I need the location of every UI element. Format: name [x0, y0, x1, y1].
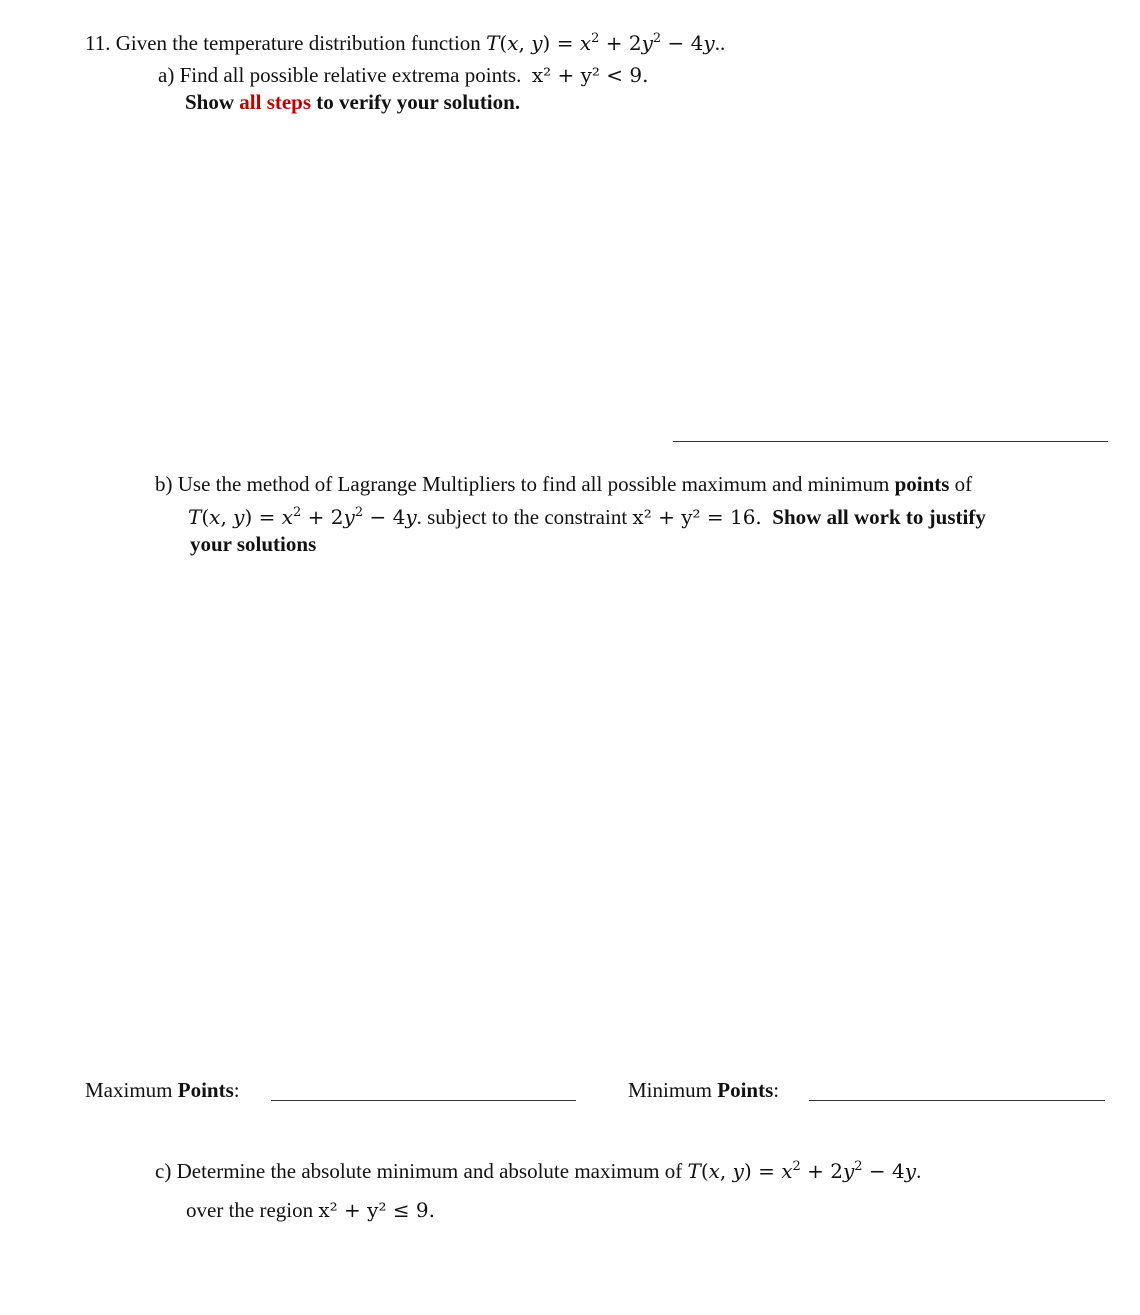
part-a-text: Find all possible relative extrema points. — [179, 63, 522, 87]
max-points-label — [85, 1078, 240, 1103]
part-c-period: . — [916, 1159, 922, 1183]
part-b-label: b) — [155, 472, 173, 496]
part-b-mid: . subject to the constraint — [416, 505, 628, 529]
part-a-line2 — [185, 90, 520, 115]
part-b-solutions: your solutions — [190, 532, 317, 556]
part-c-function: T(x, $y) = x^2 + 2y^2 - 4y$ — [687, 1159, 917, 1183]
part-b-points: points — [894, 472, 950, 496]
part-a-region: x² + y² < 9. — [531, 63, 649, 87]
part-a-answer-line[interactable] — [673, 441, 1108, 442]
part-b-line1 — [155, 472, 972, 497]
part-a-label: a) — [158, 63, 175, 87]
min-points-bold: Points — [717, 1078, 774, 1102]
part-c-region-text: over the region — [186, 1198, 314, 1222]
problem-header — [85, 31, 725, 56]
max-colon: : — [233, 1078, 240, 1102]
part-c-text: Determine the absolute minimum and absolute maximum of — [176, 1159, 683, 1183]
min-colon: : — [773, 1078, 780, 1102]
part-b-show-all: Show all work to justify — [772, 505, 986, 529]
part-b-of: of — [954, 472, 973, 496]
part-c-line1 — [155, 1159, 921, 1184]
max-points-bold: Points — [177, 1078, 234, 1102]
max-points-answer-line[interactable] — [271, 1100, 576, 1101]
part-a-all-steps: all steps — [239, 90, 312, 114]
part-a-verify: to verify your solution. — [316, 90, 521, 114]
part-c-line2 — [186, 1198, 435, 1223]
part-a-line1 — [158, 63, 648, 88]
part-b-text: Use the method of Lagrange Multipliers to find all possible maximum and minimum — [177, 472, 890, 496]
function-suffix: .. — [714, 31, 726, 55]
part-b-line3 — [190, 532, 316, 557]
min-points-label — [628, 1078, 779, 1103]
part-c-region: x² + y² ≤ 9. — [318, 1198, 436, 1222]
part-b-line2 — [188, 505, 986, 530]
part-b-function: T(x, $y) = x^2 + 2y^2 - 4y$ — [188, 505, 417, 529]
part-a-show: Show — [185, 90, 235, 114]
part-c-label: c) — [155, 1159, 172, 1183]
temperature-function: T(x, $y) = x^2 + 2y^2 - 4y$ — [486, 31, 715, 55]
problem-intro: Given the temperature distribution function — [115, 31, 481, 55]
min-label: Minimum — [628, 1078, 713, 1102]
max-label: Maximum — [85, 1078, 173, 1102]
min-points-answer-line[interactable] — [809, 1100, 1105, 1101]
problem-number: 11. — [85, 31, 111, 55]
part-b-constraint: x² + y² = 16. — [632, 505, 762, 529]
